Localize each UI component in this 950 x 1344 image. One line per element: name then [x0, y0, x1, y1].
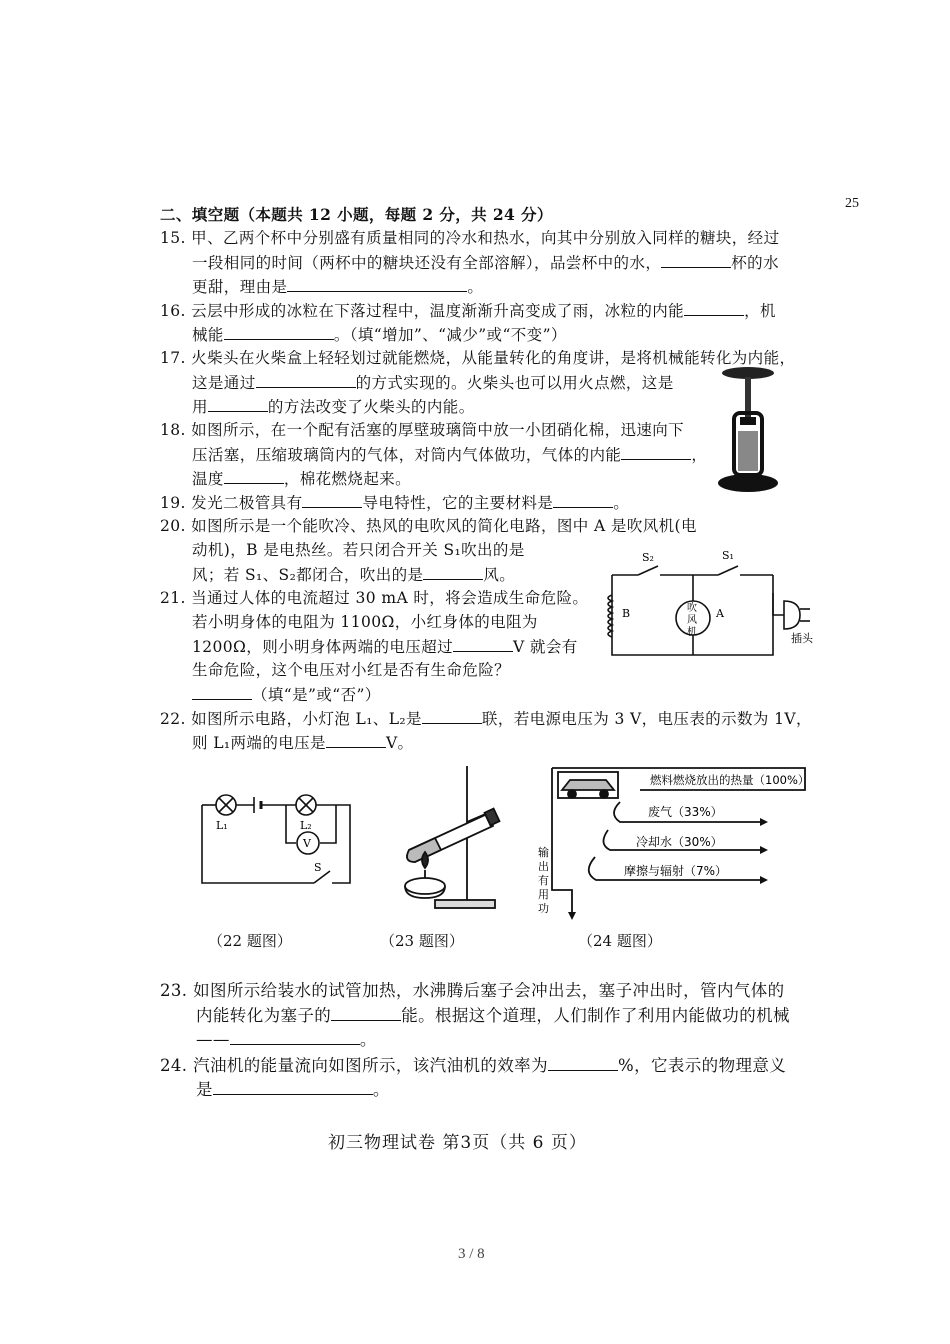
q21-line3 [192, 636, 578, 657]
q18-line1: 18. 如图所示，在一个配有活塞的厚壁玻璃筒中放一小团硝化棉，迅速向下 [160, 421, 685, 439]
q21-text: V 就会有 [513, 638, 578, 656]
answer-blank[interactable] [230, 1029, 360, 1045]
q24-text: 24. 汽油机的能量流向如图所示，该汽油机的效率为 [160, 1056, 548, 1075]
q18-text: ，棉花燃烧起来。 [283, 470, 412, 488]
q22-line2 [192, 732, 413, 753]
answer-blank[interactable] [208, 396, 268, 412]
q16-text: 。（填“增加”、“减少”或“不变”） [333, 326, 567, 344]
q20-text: 风；若 S₁、S₂都闭合，吹出的是 [192, 566, 424, 584]
q17-line2 [192, 372, 674, 393]
fig22-label-l2: L₂ [300, 819, 312, 832]
fig24-energy-flow [530, 762, 840, 927]
fig22-series-circuit [196, 785, 356, 885]
fig24-useful-char: 用 [538, 888, 549, 901]
q18-text: ， [691, 446, 708, 464]
answer-blank[interactable] [423, 564, 483, 580]
q17-text: 用 [192, 398, 208, 416]
q17-line3 [192, 396, 475, 417]
fig24-coolant-label: 冷却水（30%） [636, 835, 723, 849]
fig20-label-s1: S₁ [722, 549, 734, 562]
q15-text: 杯的水 [731, 254, 779, 272]
fig18-piston-cylinder [712, 365, 782, 495]
q20-line2: 动机)，B 是电热丝。若只闭合开关 S₁吹出的是 [192, 541, 525, 559]
fig22-caption: （22 题图） [208, 932, 292, 950]
answer-blank[interactable] [548, 1055, 618, 1071]
q20-line3 [192, 564, 515, 585]
q23-text: —— [196, 1030, 230, 1049]
q16-text: 械能 [192, 326, 224, 344]
fig24-fuel-label: 燃料燃烧放出的热量（100%） [650, 773, 810, 787]
q18-line2 [192, 444, 707, 465]
fig23-caption: （23 题图） [380, 932, 464, 950]
q24-text: %，它表示的物理意义 [618, 1056, 787, 1075]
q18-text: 温度 [192, 470, 224, 488]
q15-text: 。 [467, 278, 484, 296]
answer-blank[interactable] [331, 1005, 401, 1021]
answer-blank[interactable] [422, 708, 482, 724]
q19-text: 导电特性，它的主要材料是 [362, 494, 554, 512]
answer-blank[interactable] [684, 300, 744, 316]
q21-line5 [192, 684, 381, 705]
q17-text: 的方式实现的。火柴头也可以用火点燃，这是 [355, 374, 674, 392]
q24-text: 。 [372, 1080, 390, 1099]
answer-blank[interactable] [302, 492, 362, 508]
answer-blank[interactable] [192, 684, 252, 700]
q23-line1: 23. 如图所示给装水的试管加热，水沸腾后塞子会冲出去，塞子冲出时，管内气体的 [160, 981, 785, 1000]
fig20-label-plug: 插头 [791, 632, 813, 645]
q21-line1: 21. 当通过人体的电流超过 30 mA 时，将会造成生命危险。 [160, 589, 589, 607]
q19-text: 。 [613, 494, 630, 512]
fig24-exhaust-label: 废气（33%） [648, 805, 723, 819]
q15-line1: 15. 甲、乙两个杯中分别盛有质量相同的冷水和热水，向其中分别放入同样的糖块，经过 [160, 229, 780, 247]
q16-line2 [192, 324, 567, 345]
exam-footer-title: 初三物理试卷 第3页（共 6 页） [328, 1133, 587, 1153]
q16-text: ，机 [744, 302, 776, 320]
q23-line2 [196, 1005, 790, 1026]
fig20-label-b: B [622, 607, 631, 620]
q15-line2 [192, 252, 779, 273]
answer-blank[interactable] [224, 324, 334, 340]
fig24-friction-label: 摩擦与辐射（7%） [624, 864, 728, 878]
q17-line1: 17. 火柴头在火柴盒上轻轻划过就能燃烧，从能量转化的角度讲，是将机械能转化为内能， [160, 349, 796, 367]
section-header: 二、填空题（本题共 12 小题，每题 2 分，共 24 分） [160, 205, 553, 224]
q21-text: （填“是”或“否”） [252, 686, 381, 704]
fig20-label-s2: S₂ [642, 551, 654, 564]
q15-text: 更甜，理由是 [192, 278, 288, 296]
answer-blank[interactable] [621, 444, 691, 460]
q18-line3 [192, 468, 411, 489]
answer-blank[interactable] [256, 372, 356, 388]
q22-text: 22. 如图所示电路，小灯泡 L₁、L₂是 [160, 710, 422, 728]
fig20-motor-char: 吹 [687, 603, 697, 614]
fig24-useful-char: 功 [538, 902, 549, 915]
fig24-useful-char: 有 [538, 874, 549, 887]
q21-line2: 若小明身体的电阻为 1100Ω，小红身体的电阻为 [192, 613, 538, 631]
q22-text: 则 L₁两端的电压是 [192, 734, 326, 752]
answer-blank[interactable] [213, 1079, 373, 1095]
q15-text: 一段相同的时间（两杯中的糖块还没有全部溶解），品尝杯中的水， [192, 254, 662, 272]
answer-blank[interactable] [326, 732, 386, 748]
q20-text: 风。 [483, 566, 516, 584]
q18-text: 压活塞，压缩玻璃筒内的气体，对筒内气体做功，气体的内能 [192, 446, 622, 464]
fig24-caption: （24 题图） [578, 932, 662, 950]
q19-text: 19. 发光二极管具有 [160, 494, 303, 512]
q22-text: V。 [385, 734, 414, 752]
answer-blank[interactable] [453, 636, 513, 652]
q21-text: 1200Ω，则小明身体两端的电压超过 [192, 638, 453, 656]
fig20-hairdryer-circuit [598, 545, 828, 670]
q17-text: 这是通过 [192, 374, 256, 392]
q24-line2 [196, 1079, 390, 1100]
q22-line1 [160, 708, 812, 729]
q23-text: 。 [359, 1030, 377, 1049]
q23-text: 能。根据这个道理，人们制作了利用内能做功的机械 [401, 1006, 790, 1025]
q24-text: 是 [196, 1080, 213, 1099]
answer-blank[interactable] [553, 492, 613, 508]
page-index: 3 / 8 [458, 1246, 485, 1262]
answer-blank[interactable] [661, 252, 731, 268]
fig22-label-l1: L₁ [216, 819, 228, 832]
fig20-label-a: A [716, 607, 724, 620]
q17-text: 的方法改变了火柴头的内能。 [267, 398, 475, 416]
q21-line4: 生命危险，这个电压对小红是否有生命危险？ [192, 661, 511, 679]
q20-line1: 20. 如图所示是一个能吹冷、热风的电吹风的简化电路，图中 A 是吹风机(电 [160, 517, 697, 535]
q19-line1 [160, 492, 629, 513]
fig24-useful-char: 出 [538, 860, 549, 873]
fig22-label-v: V [303, 837, 311, 850]
answer-blank[interactable] [287, 276, 467, 292]
corner-page-number: 25 [845, 196, 859, 211]
q15-line3 [192, 276, 483, 297]
fig20-motor-char: 风 [687, 615, 697, 626]
fig22-label-s: S [314, 861, 322, 874]
answer-blank[interactable] [224, 468, 284, 484]
fig24-useful-char: 输 [538, 846, 549, 859]
fig23-test-tube-heating [395, 762, 510, 912]
fig20-motor-char: 机 [687, 627, 697, 638]
q23-text: 内能转化为塞子的 [196, 1006, 332, 1025]
q23-line3 [196, 1029, 377, 1050]
q24-line1 [160, 1055, 786, 1076]
q22-text: 联，若电源电压为 3 V，电压表的示数为 1V， [481, 710, 812, 728]
q16-text: 16. 云层中形成的冰粒在下落过程中，温度渐渐升高变成了雨，冰粒的内能 [160, 302, 685, 320]
q16-line1 [160, 300, 776, 321]
